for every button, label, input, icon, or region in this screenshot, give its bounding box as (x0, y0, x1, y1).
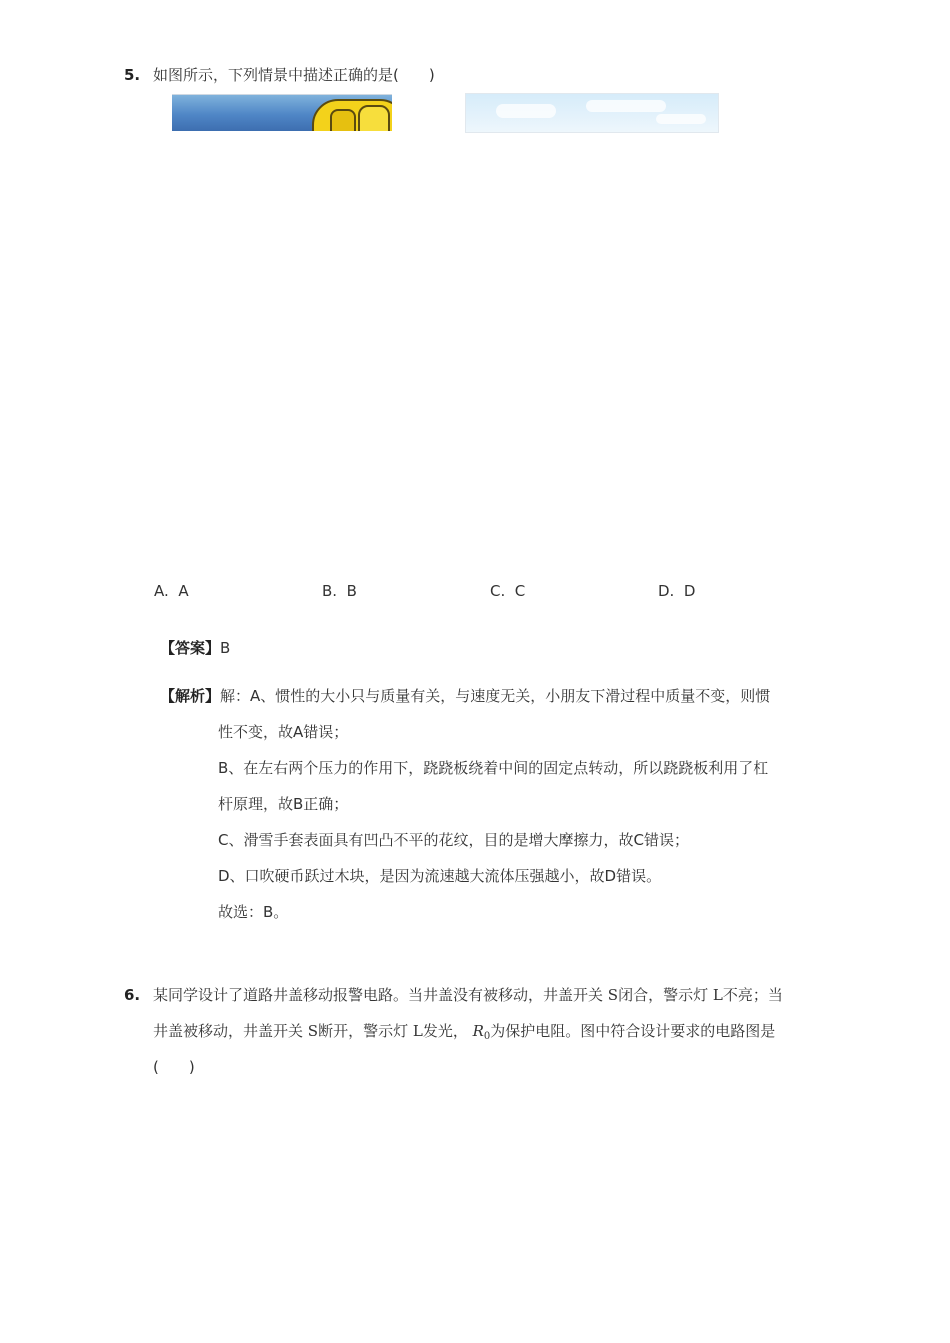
option-b[interactable] (322, 578, 357, 604)
option-letter: B. (322, 582, 338, 600)
option-letter: C. (490, 582, 506, 600)
cloud-shape (496, 104, 556, 118)
analysis-line-1 (160, 683, 770, 709)
text-segment: 不亮；当 (722, 986, 783, 1004)
option-a[interactable] (154, 578, 189, 604)
analysis-line-6: D、口吹硬币跃过木块，是因为流速越大流体压强越小，故D错误。 (218, 867, 662, 885)
option-letter: A. (154, 582, 169, 600)
question-5-stem: 如图所示，下列情景中描述正确的是( ) (153, 66, 435, 84)
cloud-shape (586, 100, 666, 112)
analysis-line-5: C、滑雪手套表面具有凹凸不平的花纹，目的是增大摩擦力，故C错误； (218, 831, 689, 849)
symbol-r0 (473, 1022, 491, 1040)
helmet-visor-illustration-2 (358, 105, 390, 131)
text-segment: 井盖被移动，井盖开关 (153, 1022, 308, 1040)
analysis-line-4: 杆原理，故B正确； (218, 795, 349, 813)
option-text: C (514, 582, 526, 600)
text-segment: 断开，警示灯 (318, 1022, 413, 1040)
question-5-image-right (465, 93, 719, 133)
symbol-s: S (607, 986, 619, 1004)
answer-label: 【答案】 (160, 639, 221, 657)
option-d[interactable] (658, 578, 695, 604)
analysis-line-3: B、在左右两个压力的作用下，跷跷板绕着中间的固定点转动，所以跷跷板利用了杠 (218, 759, 769, 777)
text-segment: 闭合，警示灯 (618, 986, 713, 1004)
question-6-line-2 (153, 1013, 775, 1055)
symbol-s: S (307, 1022, 319, 1040)
analysis-line-7: 故选：B。 (218, 903, 289, 921)
cloud-shape (656, 114, 706, 124)
question-number-5: 5. (124, 66, 141, 84)
analysis-label: 【解析】 (160, 687, 221, 705)
question-6-line-3: ( ) (153, 1058, 195, 1076)
symbol-l: L (712, 986, 723, 1004)
question-6-line-1 (153, 977, 783, 1013)
symbol-l: L (412, 1022, 423, 1040)
answer-value: B (220, 639, 231, 657)
question-5-image-left (172, 94, 392, 131)
symbol-r: R (472, 1022, 484, 1040)
option-c[interactable] (490, 578, 525, 604)
answer-row (160, 635, 230, 661)
helmet-visor-illustration (330, 109, 356, 131)
symbol-r-subscript: 0 (483, 1031, 491, 1042)
text-segment: 发光， (422, 1022, 468, 1040)
analysis-line-2: 性不变，故A错误； (218, 723, 349, 741)
text-segment: 为保护电阻。图中符合设计要求的电路图是 (490, 1022, 776, 1040)
option-text: A (178, 582, 189, 600)
text-segment: 某同学设计了道路井盖移动报警电路。当井盖没有被移动，井盖开关 (153, 986, 608, 1004)
analysis-text: 解：A、惯性的大小只与质量有关，与速度无关，小朋友下滑过程中质量不变，则惯 (220, 687, 771, 705)
option-text: B (346, 582, 357, 600)
option-text: D (683, 582, 696, 600)
question-number-6: 6. (124, 986, 141, 1004)
option-letter: D. (658, 582, 675, 600)
